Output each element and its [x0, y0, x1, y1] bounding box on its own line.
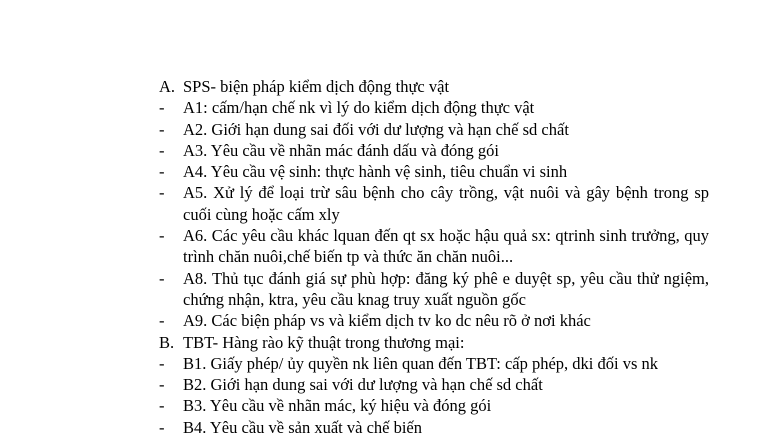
list-item-text: B3. Yêu cầu về nhãn mác, ký hiệu và đóng gói — [183, 396, 492, 416]
list-item-text: A9. Các biện pháp vs và kiểm dịch tv ko dc nêu rõ ở nơi khác — [183, 311, 591, 331]
list-item-text: A8. Thủ tục đánh giá sự phù hợp: đăng ký phê e duyệt sp, yêu cầu thử ngiệm, chứng nhận, ktra, yêu cầu knag truy xuất nguồn gốc — [183, 268, 709, 309]
list-item — [159, 374, 709, 395]
list-item — [159, 119, 709, 140]
bullet-dash: - — [159, 375, 165, 395]
document-body — [159, 76, 709, 438]
bullet-dash: - — [159, 353, 165, 373]
list-item — [159, 310, 709, 331]
bullet-dash: - — [159, 226, 165, 246]
list-item — [159, 417, 709, 438]
section-marker: A. — [159, 77, 176, 96]
list-item-text: A5. Xử lý để loại trừ sâu bệnh cho cây trồng, vật nuôi và gây bệnh trong sp cuối cùng hoặc cấm xly — [183, 183, 709, 224]
bullet-dash: - — [159, 268, 165, 288]
list-item-text: A3. Yêu cầu về nhãn mác đánh dấu và đóng gói — [183, 140, 499, 160]
bullet-dash: - — [159, 311, 165, 331]
list-item — [159, 268, 709, 311]
list-item-text: B2. Giới hạn dung sai với dư lượng và hạn chế sd chất — [183, 375, 543, 395]
list-item — [159, 395, 709, 416]
section-marker: B. — [159, 332, 175, 352]
bullet-dash: - — [159, 417, 165, 437]
bullet-dash: - — [159, 183, 165, 203]
list-item-text: A6. Các yêu cầu khác lquan đến qt sx hoặc hậu quả sx: qtrinh sinh trưởng, quy trình chăn nuôi,chế biến tp và thức ăn chăn nuôi... — [183, 226, 709, 267]
bullet-dash: - — [159, 162, 165, 182]
list-item — [159, 161, 709, 182]
bullet-dash: - — [159, 98, 165, 118]
list-item-text: A4. Yêu cầu vệ sinh: thực hành vệ sinh, tiêu chuẩn vi sinh — [183, 162, 568, 182]
bullet-dash: - — [159, 396, 165, 416]
list-item-text: B4. Yêu cầu về sản xuất và chế biến — [183, 417, 423, 437]
list-item — [159, 353, 709, 374]
list-item-text: A2. Giới hạn dung sai đối với dư lượng và hạn chế sd chất — [183, 119, 569, 139]
section-b-heading — [159, 332, 709, 353]
section-heading: TBT- Hàng rào kỹ thuật trong thương mại: — [183, 332, 465, 352]
section-a-heading — [159, 76, 709, 97]
bullet-dash: - — [159, 119, 165, 139]
list-item-text: A1: cấm/hạn chế nk vì lý do kiểm dịch động thực vật — [183, 98, 535, 118]
list-item-text: B1. Giấy phép/ ủy quyền nk liên quan đến TBT: cấp phép, dki đối vs nk — [183, 353, 659, 373]
list-item — [159, 140, 709, 161]
section-heading: SPS- biện pháp kiểm dịch động thực vật — [183, 77, 450, 96]
list-item — [159, 225, 709, 268]
bullet-dash: - — [159, 140, 165, 160]
list-item — [159, 97, 709, 118]
list-item — [159, 182, 709, 225]
